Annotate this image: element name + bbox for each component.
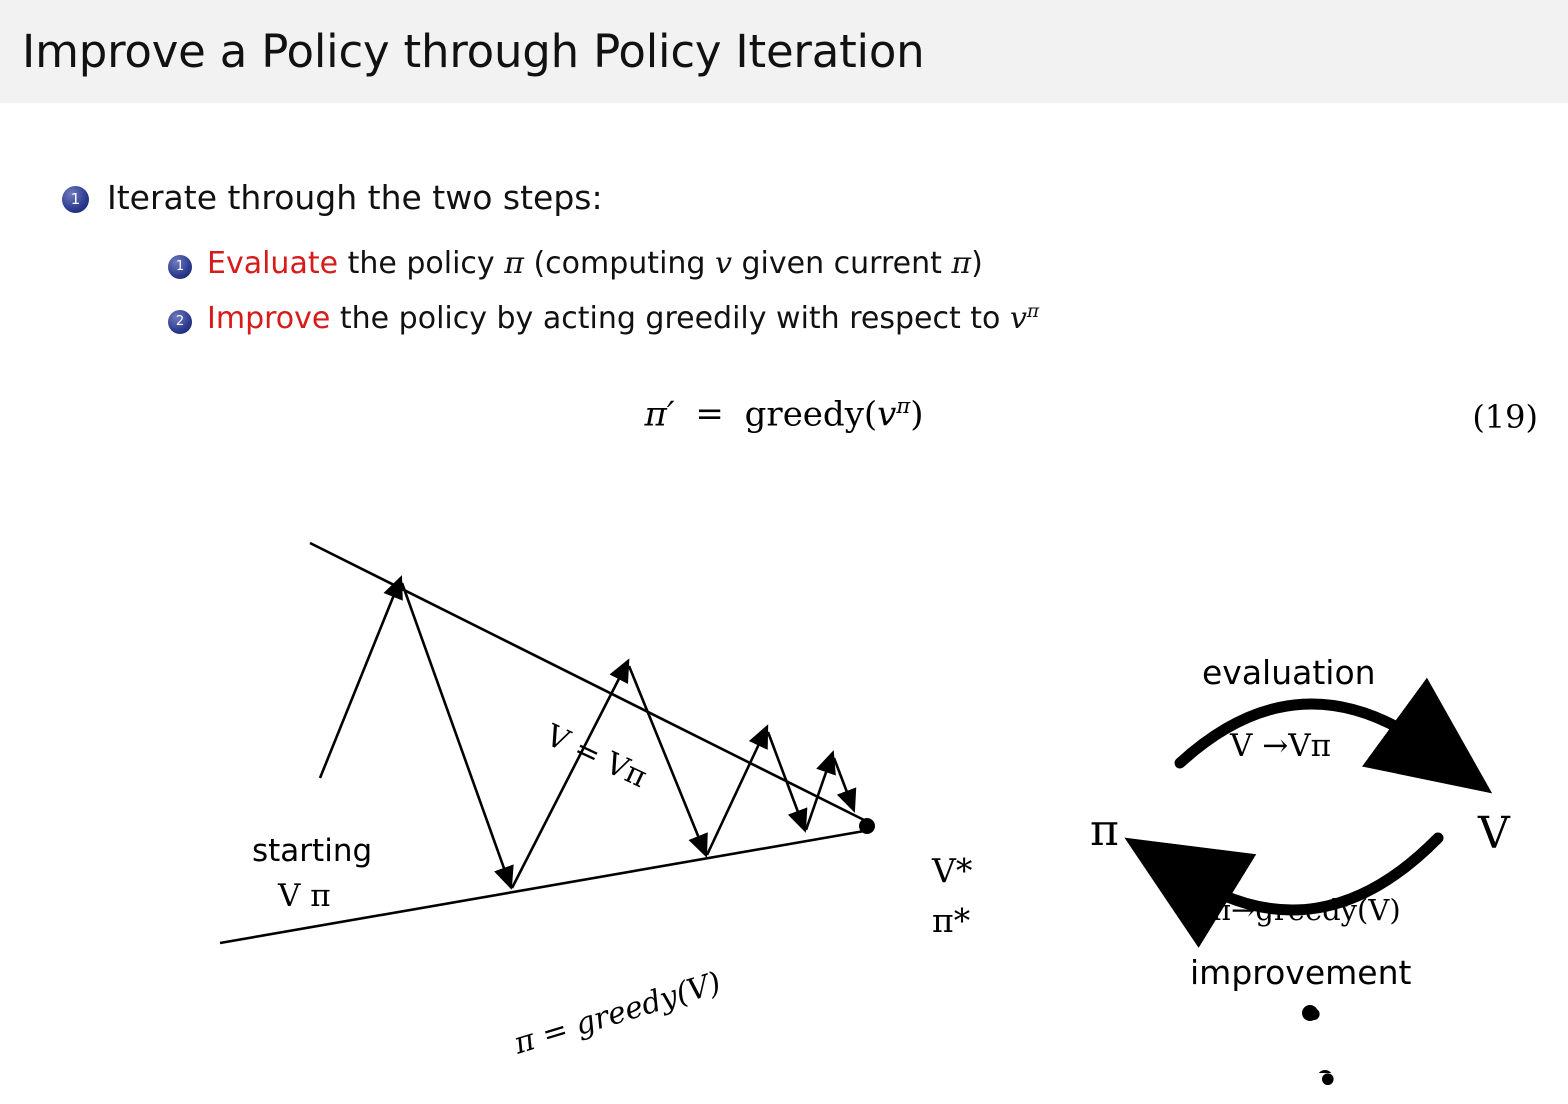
improve-v-superscript: π bbox=[1026, 301, 1040, 322]
figure-policy-iteration-zigzag bbox=[210, 533, 1030, 1062]
keyword-improve: Improve bbox=[207, 301, 331, 336]
sub-bullet-improve bbox=[168, 301, 1039, 336]
cycle-dot-1: • bbox=[1302, 993, 1326, 1039]
improve-rest-1: the policy by acting greedily with respect to bbox=[330, 301, 1010, 336]
sub-bullet-improve-text bbox=[207, 301, 1039, 336]
cycle-diagram-svg bbox=[1030, 533, 1560, 1073]
evaluate-rest-2: (computing bbox=[523, 246, 715, 281]
page-title: Improve a Policy through Policy Iteration bbox=[22, 25, 925, 78]
label-improvement: improvement bbox=[1190, 953, 1412, 992]
equation-equals: = bbox=[695, 394, 724, 435]
equation-pi-prime: π′ bbox=[644, 394, 675, 435]
equation-v-superscript: π bbox=[896, 393, 911, 418]
evaluate-pi-1: π bbox=[504, 246, 524, 281]
sub-bullet-evaluate-text bbox=[207, 246, 983, 281]
slide-content bbox=[0, 103, 1568, 1104]
sub-bullet-marker-1: 1 bbox=[168, 255, 192, 279]
label-v-star: V* bbox=[932, 851, 973, 890]
label-starting-line1: starting bbox=[252, 833, 373, 869]
evaluate-rest-4: ) bbox=[971, 246, 983, 281]
equation-v: v bbox=[877, 394, 897, 435]
label-evaluation: evaluation bbox=[1202, 653, 1376, 692]
label-bottom-arrow-formula: π→greedy(V) bbox=[1212, 893, 1401, 927]
equation-close-paren: ) bbox=[910, 394, 924, 435]
bullet-level1-label: Iterate through the two steps: bbox=[107, 178, 603, 217]
slide-title-bar bbox=[0, 0, 1568, 103]
bullet-level1 bbox=[62, 178, 603, 217]
label-v-equals-vpi: V = Vπ bbox=[540, 718, 653, 796]
sub-bullet-marker-2: 2 bbox=[168, 310, 192, 334]
label-pi-greedy-v: π = greedy(V) bbox=[510, 965, 726, 1062]
zigzag-diagram-svg bbox=[210, 533, 1030, 1053]
figure-evaluation-improvement-cycle bbox=[1030, 533, 1560, 1104]
evaluate-pi-2: π bbox=[951, 246, 972, 281]
evaluate-rest-3: given current bbox=[731, 246, 952, 281]
sub-bullet-evaluate bbox=[168, 246, 983, 281]
equation-greedy-open: greedy( bbox=[744, 394, 878, 435]
label-v-node: V bbox=[1478, 808, 1510, 859]
label-pi-star: π* bbox=[932, 901, 971, 940]
equation-greedy bbox=[0, 393, 1568, 434]
evaluate-rest-1: the policy bbox=[338, 246, 505, 281]
label-pi-node: π bbox=[1090, 805, 1119, 856]
label-starting-line2: V π bbox=[278, 878, 331, 914]
bullet-marker-1: 1 bbox=[62, 186, 89, 213]
label-top-arrow-formula: V →Vπ bbox=[1230, 728, 1331, 764]
improve-v: v bbox=[1009, 301, 1027, 336]
keyword-evaluate: Evaluate bbox=[207, 246, 339, 281]
cycle-dot-2: • bbox=[1316, 1058, 1340, 1104]
evaluate-v: v bbox=[715, 246, 732, 281]
equation-number: (19) bbox=[1472, 398, 1538, 436]
